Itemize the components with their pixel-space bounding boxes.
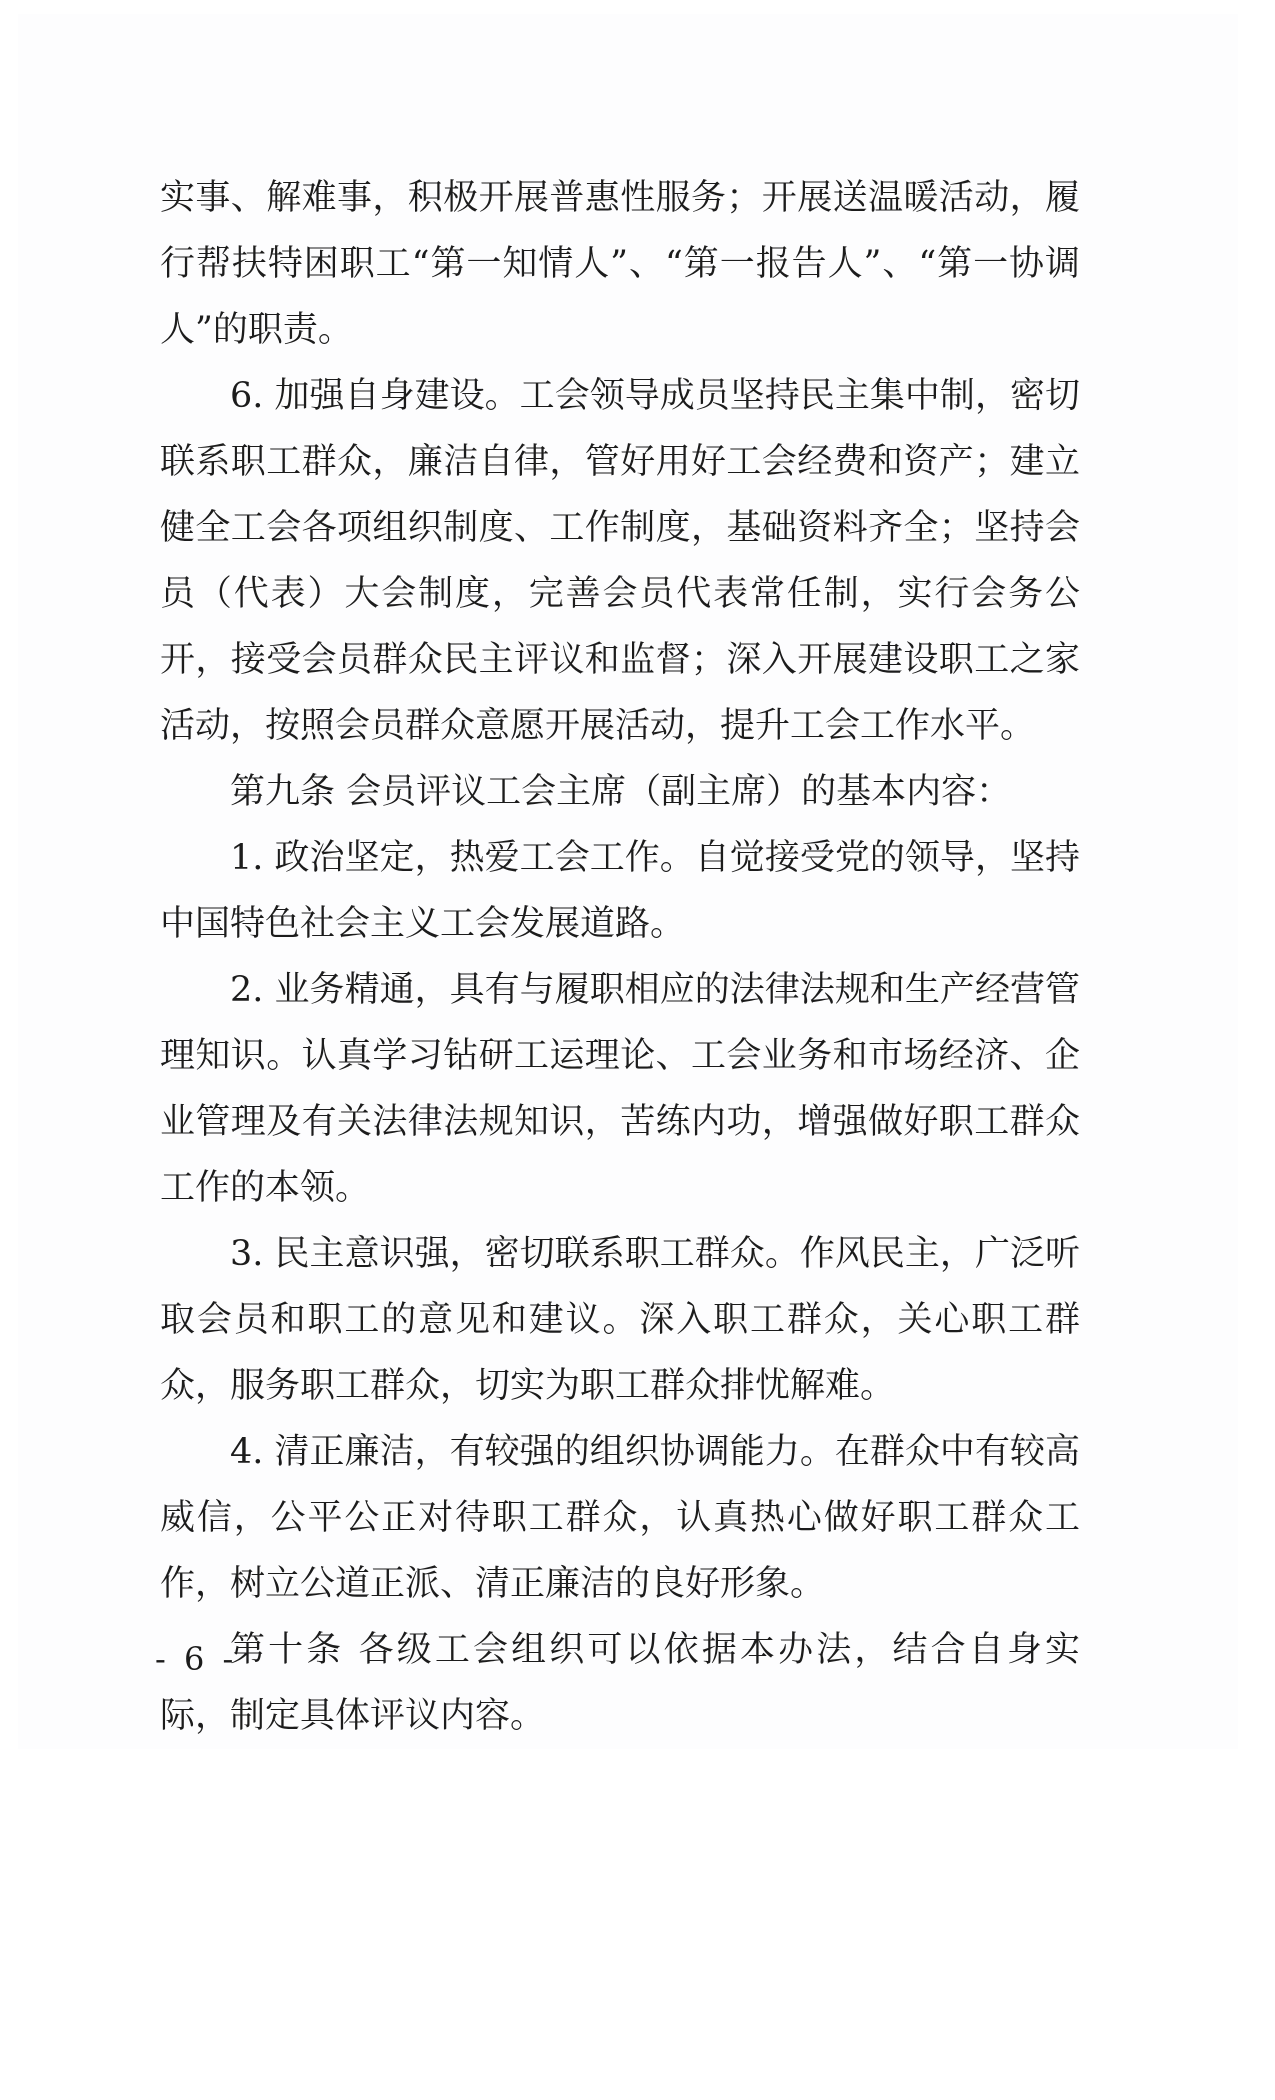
paragraph-item-4: 4. 清正廉洁，有较强的组织协调能力。在群众中有较高威信，公平公正对待职工群众，认真热心做好职工群众工作，树立公道正派、清正廉洁的良好形象。 [160, 1432, 1080, 1604]
article-10: 第十条 各级工会组织可以依据本办法，结合自身实际，制定具体评议内容。 [160, 1630, 1080, 1736]
paragraph-item-2: 2. 业务精通，具有与履职相应的法律法规和生产经营管理知识。认真学习钻研工运理论、工会业务和市场经济、企业管理及有关法律法规知识，苦练内功，增强做好职工群众工作的本领。 [160, 970, 1080, 1208]
article-9-heading: 第九条 会员评议工会主席（副主席）的基本内容： [230, 772, 1012, 812]
page-number: - 6 - [155, 1640, 238, 1678]
paragraph-item-1: 1. 政治坚定，热爱工会工作。自觉接受党的领导，坚持中国特色社会主义工会发展道路。 [160, 838, 1080, 944]
paragraph-item-6: 6. 加强自身建设。工会领导成员坚持民主集中制，密切联系职工群众，廉洁自律，管好用好工会经费和资产；建立健全工会各项组织制度、工作制度，基础资料齐全；坚持会员（代表）大会制度，完善会员代表常任制，实行会务公开，接受会员群众民主评议和监督；深入开展建设职工之家活动，按照会员群众意愿开展活动，提升工会工作水平。 [160, 376, 1080, 746]
document-body [160, 165, 1080, 1749]
paragraph-continuation: 实事、解难事，积极开展普惠性服务；开展送温暖活动，履行帮扶特困职工“第一知情人”、“第一报告人”、“第一协调人”的职责。 [160, 178, 1080, 350]
paragraph-item-3: 3. 民主意识强，密切联系职工群众。作风民主，广泛听取会员和职工的意见和建议。深入职工群众，关心职工群众，服务职工群众，切实为职工群众排忧解难。 [160, 1234, 1080, 1406]
